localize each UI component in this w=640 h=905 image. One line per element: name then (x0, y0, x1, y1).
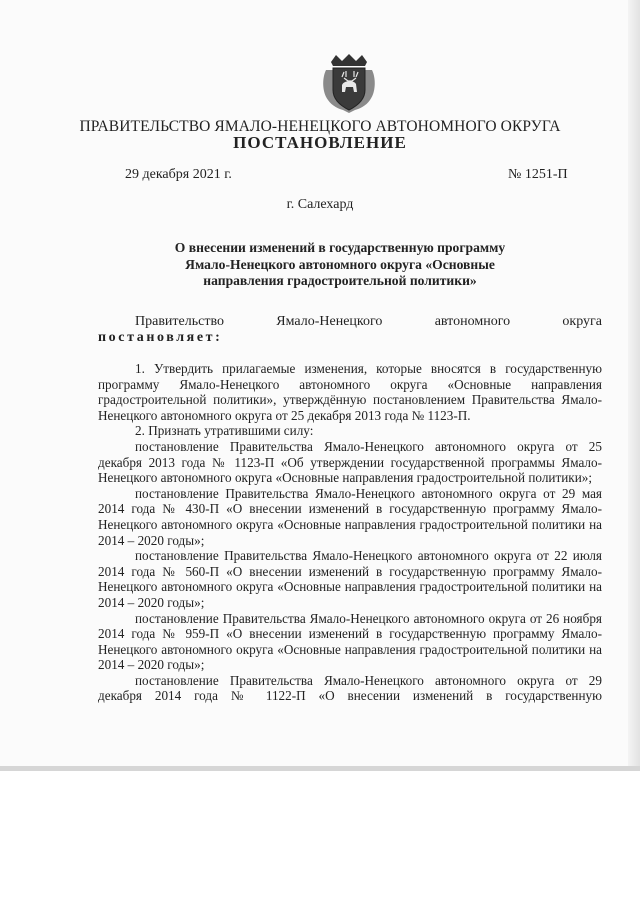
preamble-word: Ямало-Ненецкого (276, 314, 383, 329)
document-number: № 1251-П (508, 167, 568, 182)
body-paragraph: 1. Утвердить прилагаемые изменения, которые вносятся в государственную программу Ямало-Ненецкого автономного округа «Основные направления градостроительной политики», утверждённую постановлением Правительства Ямало-Ненецкого автономного округа от 25 декабря 2013 года № 1123-П. (98, 361, 602, 423)
title-line: Ямало-Ненецкого автономного округа «Основные (185, 256, 495, 272)
body-paragraph: 2. Признать утратившими силу: (135, 423, 314, 439)
body-paragraph: постановление Правительства Ямало-Ненецкого автономного округа от 22 июля 2014 года № 560-П «О внесении изменений в государственную программу Ямало-Ненецкого автономного округа «Основные направления градостроительной политики на 2014 – 2020 годы»; (98, 548, 602, 610)
document-date: 29 декабря 2021 г. (125, 167, 232, 182)
preamble-verb: постановляет: (98, 330, 223, 345)
document-body (98, 361, 602, 704)
preamble-word: автономного (434, 314, 511, 329)
title-line: направления градостроительной политики» (203, 273, 477, 288)
preamble (98, 314, 602, 346)
body-paragraph: постановление Правительства Ямало-Ненецкого автономного округа от 26 ноября 2014 года № 959-П «О внесении изменений в государственную программу Ямало-Ненецкого автономного округа «Основные направления градостроительной политики на 2014 – 2020 годы»; (98, 610, 602, 673)
coat-of-arms-emblem (322, 52, 376, 114)
body-paragraph: постановление Правительства Ямало-Ненецкого автономного округа от 29 мая 2014 года № 430-П «О внесении изменений в государственную программу Ямало-Ненецкого автономного округа «Основные направления градостроительной политики на 2014 – 2020 годы»; (98, 485, 602, 548)
organization-name: ПРАВИТЕЛЬСТВО ЯМАЛО-НЕНЕЦКОГО АВТОНОМНОГО ОКРУГА (79, 118, 561, 135)
document-type: ПОСТАНОВЛЕНИЕ (233, 133, 407, 152)
preamble-word: Правительство (135, 314, 224, 329)
body-paragraph: постановление Правительства Ямало-Ненецкого автономного округа от 25 декабря 2013 года № 1123-П «Об утверждении государственной программы Ямало-Ненецкого автономного округа «Основные направления градостроительной политики»; (98, 438, 602, 486)
document-city: г. Салехард (286, 197, 354, 212)
preamble-subject (98, 314, 602, 330)
page-bottom-edge (0, 766, 640, 771)
preamble-word: округа (562, 314, 602, 329)
page-edge-shadow (628, 0, 640, 768)
title-line: О внесении изменений в государственную программу (174, 240, 506, 255)
body-paragraph: постановление Правительства Ямало-Ненецкого автономного округа от 29 декабря 2014 года № 1122-П «О внесении изменений в государственную (98, 672, 602, 704)
document-title (150, 240, 530, 290)
